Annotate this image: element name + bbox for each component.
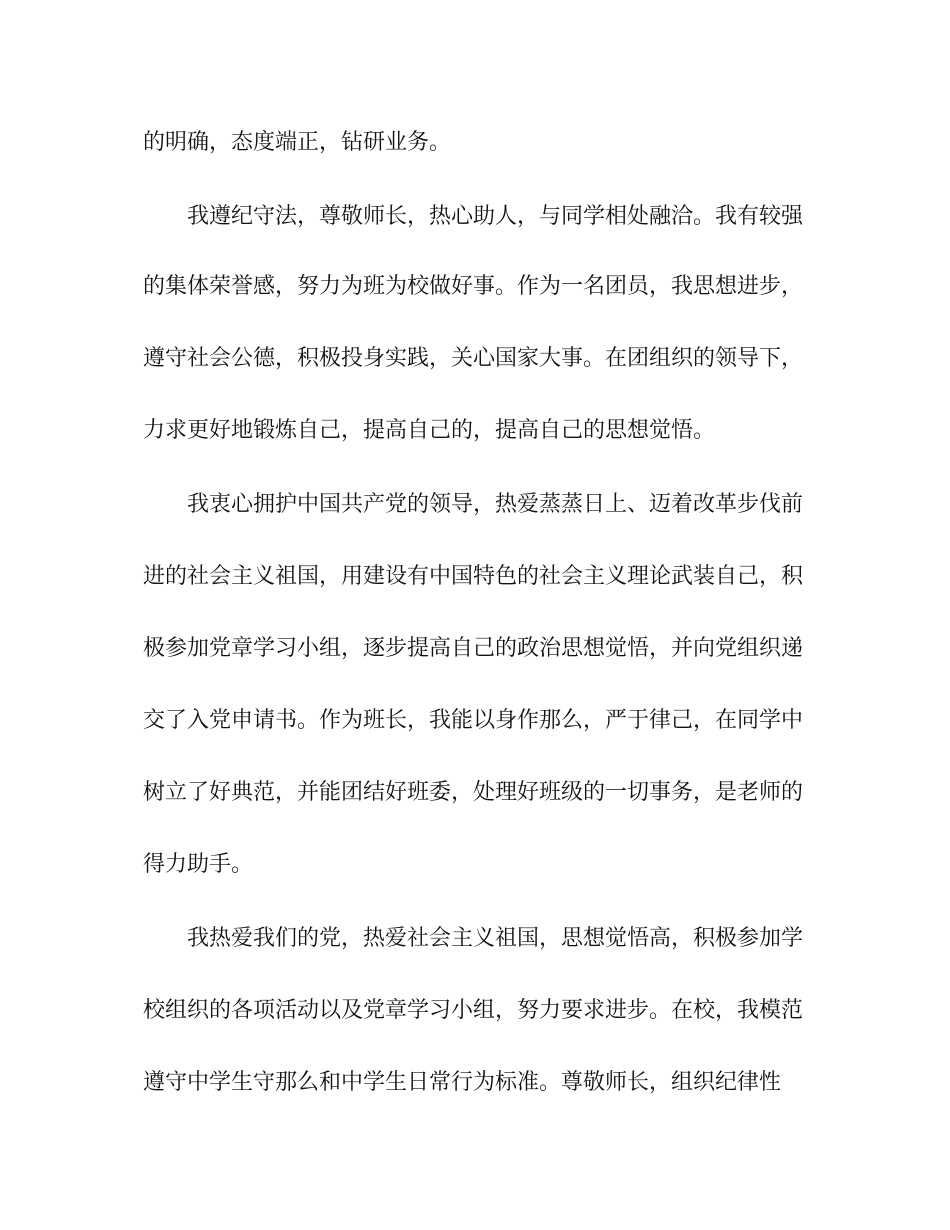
paragraph-line-6: 我衷心拥护中国共产党的领导，热爱蒸蒸日上、迈着改革步伐前 — [187, 492, 804, 517]
text-line-4: 遵守社会公德，积极投身实践，关心国家大事。在团组织的领导下， — [143, 346, 804, 371]
text-line-5: 力求更好地锻炼自己，提高自己的，提高自己的思想觉悟。 — [143, 418, 716, 443]
paragraph-line-2: 我遵纪守法，尊敬师长，热心助人，与同学相处融洽。我有较强 — [187, 204, 804, 229]
text-line-9: 交了入党申请书。作为班长，我能以身作那么，严于律己，在同学中 — [143, 708, 804, 733]
text-line-14: 遵守中学生守那么和中学生日常行为标准。尊敬师长，组织纪律性 — [143, 1070, 782, 1095]
text-line-7: 进的社会主义祖国，用建设有中国特色的社会主义理论武装自己，积 — [143, 564, 804, 589]
text-line-3: 的集体荣誉感，努力为班为校做好事。作为一名团员，我思想进步， — [143, 274, 804, 299]
paragraph-line-12: 我热爱我们的党，热爱社会主义祖国，思想觉悟高，积极参加学 — [187, 926, 804, 951]
text-line-8: 极参加党章学习小组，逐步提高自己的政治思想觉悟，并向党组织递 — [143, 636, 804, 661]
text-line-11: 得力助手。 — [143, 852, 254, 877]
text-line-10: 树立了好典范，并能团结好班委，处理好班级的一切事务，是老师的 — [143, 780, 804, 805]
text-line-1: 的明确，态度端正，钻研业务。 — [143, 130, 452, 155]
text-line-13: 校组织的各项活动以及党章学习小组，努力要求进步。在校，我模范 — [143, 998, 804, 1023]
